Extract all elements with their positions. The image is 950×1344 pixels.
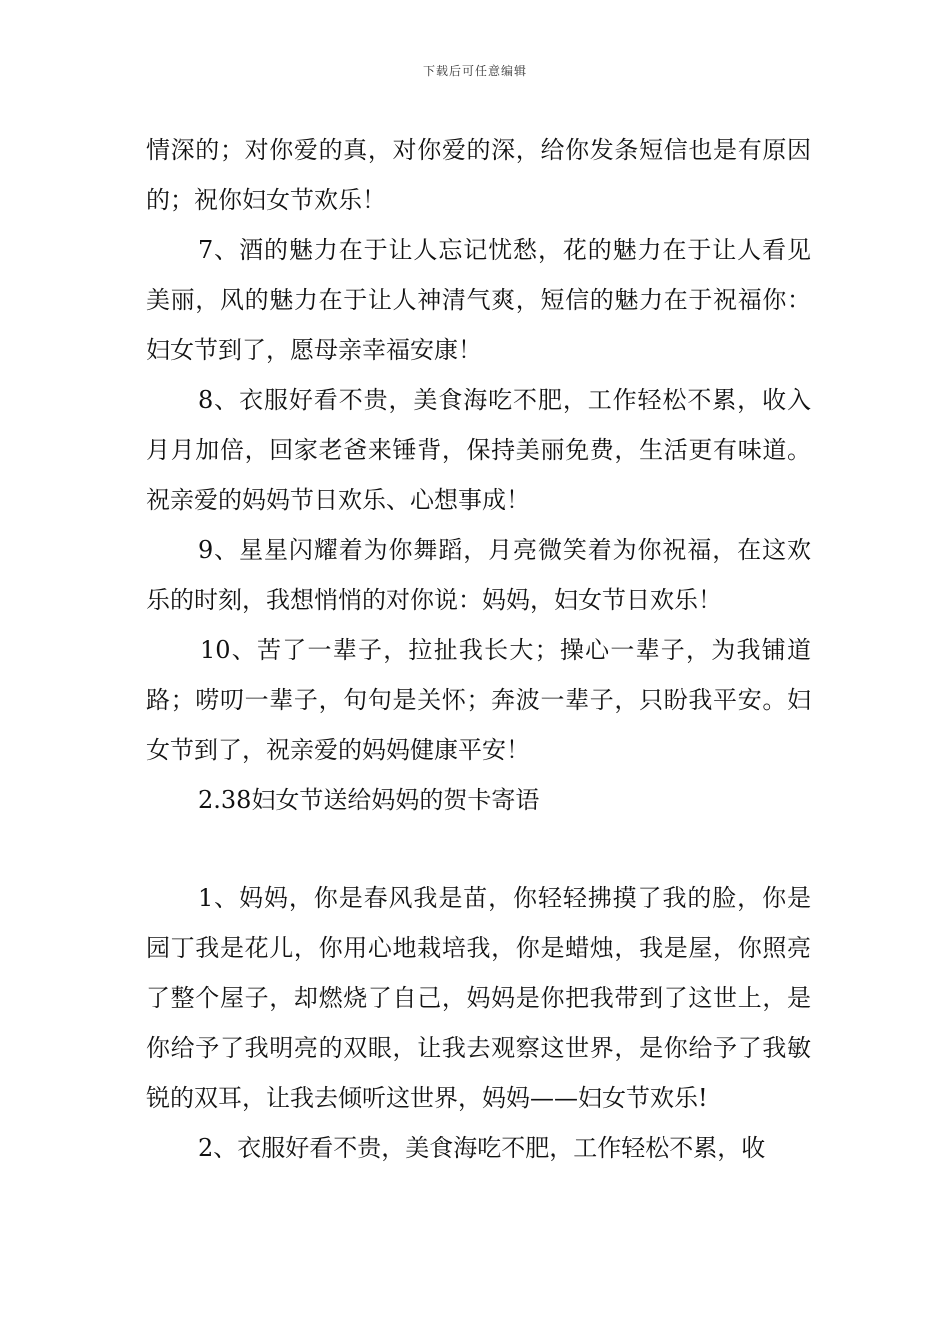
paragraph-item-9: 9、星星闪耀着为你舞蹈，月亮微笑着为你祝福，在这欢乐的时刻，我想悄悄的对你说：妈妈，妇女节日欢乐！ [146,536,811,614]
page-header: 下载后可任意编辑 [422,64,527,78]
document-body [146,125,811,1173]
section-heading: 2.38妇女节送给妈妈的贺卡寄语 [198,786,540,814]
section-spacer [146,825,811,873]
paragraph-item-8: 8、衣服好看不贵，美食海吃不肥，工作轻松不累，收入月月加倍，回家老爸来锤背，保持美丽免费，生活更有味道。祝亲爱的妈妈节日欢乐、心想事成！ [146,386,811,514]
paragraph-continuation: 情深的；对你爱的真，对你爱的深，给你发条短信也是有原因的；祝你妇女节欢乐！ [146,136,811,214]
paragraph-item-7: 7、酒的魅力在于让人忘记忧愁，花的魅力在于让人看见美丽，风的魅力在于让人神清气爽，短信的魅力在于祝福你：妇女节到了，愿母亲幸福安康！ [146,236,811,364]
section-paragraph-item-2: 2、衣服好看不贵，美食海吃不肥，工作轻松不累，收 [198,1134,766,1162]
paragraph-item-10: 10、苦了一辈子，拉扯我长大；操心一辈子，为我铺道路；唠叨一辈子，句句是关怀；奔波一辈子，只盼我平安。妇女节到了，祝亲爱的妈妈健康平安！ [146,636,811,764]
section-paragraph-item-1: 1、妈妈，你是春风我是苗，你轻轻拂摸了我的脸，你是园丁我是花儿，你用心地栽培我，你是蜡烛，我是屋，你照亮了整个屋子，却燃烧了自己，妈妈是你把我带到了这世上，是你给予了我明亮的双眼，让我去观察这世界，是你给予了我敏锐的双耳，让我去倾听这世界，妈妈——妇女节欢乐! [146,884,811,1112]
